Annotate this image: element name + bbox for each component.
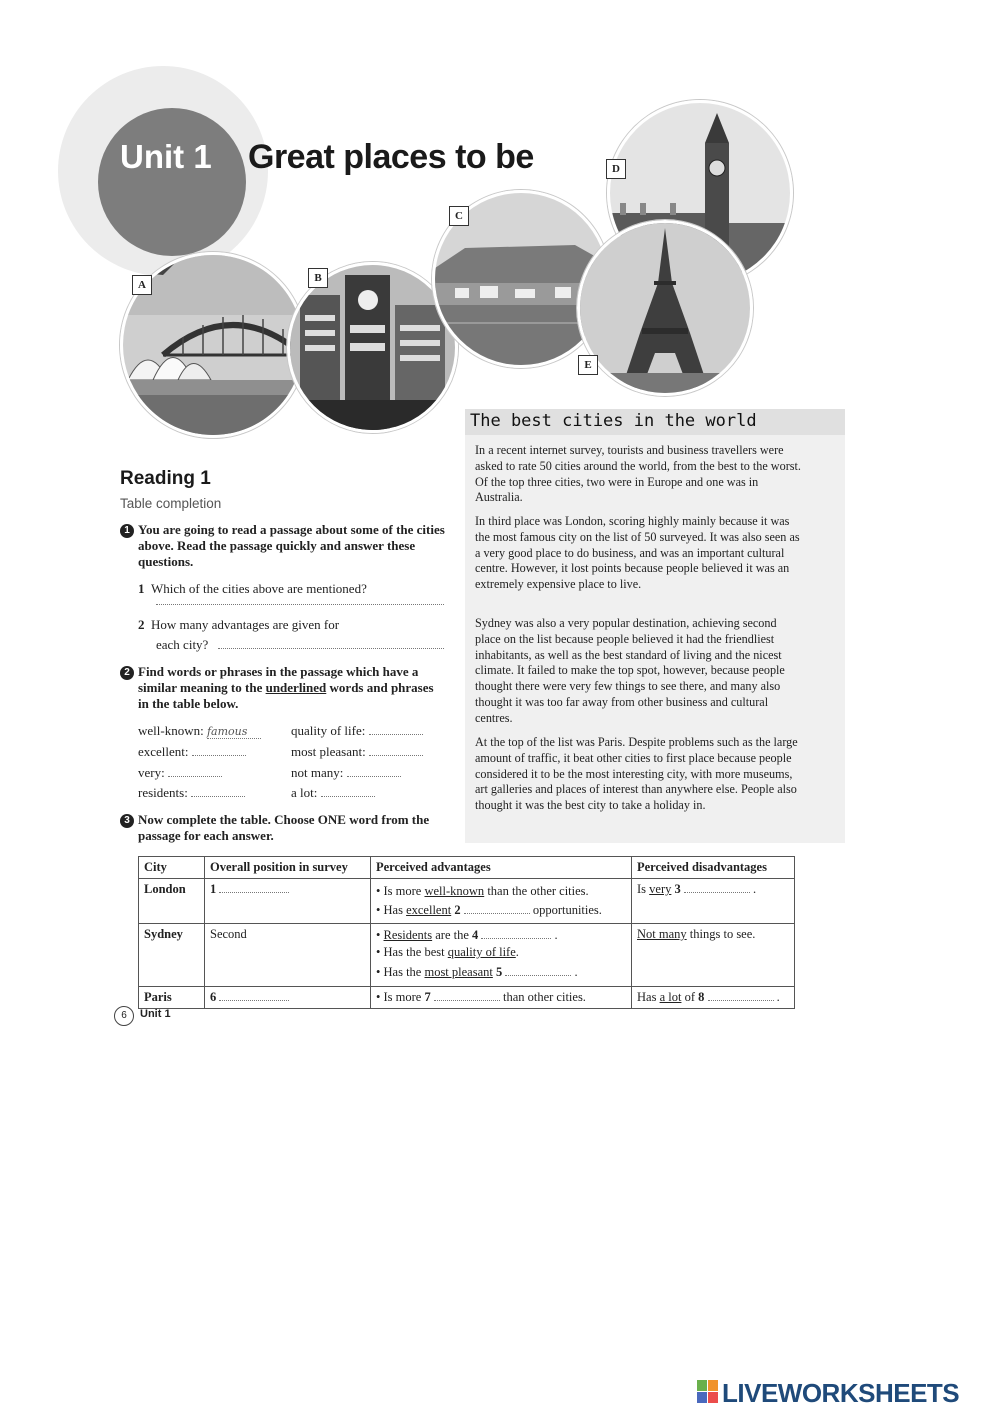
- sydney-adv1-n: 4: [472, 928, 479, 942]
- word-well-known-answer[interactable]: famous: [207, 725, 261, 739]
- unit-label: Unit 1: [120, 138, 212, 175]
- sydney-adv3-b: .: [571, 965, 578, 979]
- gap-1[interactable]: [219, 892, 289, 893]
- question-2: [138, 616, 339, 634]
- task-3-text: Now complete the table. Choose ONE word from the passage for each answer.: [138, 812, 430, 843]
- london-adv2-u: excellent: [406, 903, 452, 917]
- header-advantages: Perceived advantages: [371, 857, 632, 879]
- liveworksheets-logo-icon: [697, 1380, 719, 1404]
- london-adv2-n: 2: [451, 903, 461, 917]
- word-residents-answer[interactable]: [191, 796, 245, 797]
- sydney-dis-u: Not many: [637, 927, 687, 941]
- cell-city-paris: Paris: [139, 987, 205, 1009]
- cell-advantages-sydney: [371, 924, 632, 987]
- cell-city-london: London: [139, 879, 205, 924]
- london-dis-n: 3: [671, 882, 681, 896]
- sydney-dis-b: things to see.: [686, 927, 756, 941]
- passage-paragraph-3: Sydney was also a very popular destination, achieving second place on the list because people believed it had the friendliest inhabitants, as well as the best standard of living and the nicest climate. It failed to make the top spot, however, because people thought there were very few things to see there, and many also thought it was too far away from other business and cultural centres.: [475, 616, 785, 725]
- london-gap-number: 1: [210, 882, 217, 896]
- passage-paragraph-2: In third place was London, scoring highly mainly because it was the most famous city on the list of 50 surveyed. It was also seen as a very good place to do business, and was an important cultural centre. However, it lost points because people believed it was an extremely expensive place to live.: [475, 514, 800, 592]
- question-1: [138, 580, 367, 598]
- table-header-row: [139, 857, 795, 879]
- word-very-answer[interactable]: [168, 776, 222, 777]
- word-not-many: [291, 765, 401, 781]
- london-dis-b: .: [749, 882, 757, 896]
- photo-label-c: C: [449, 206, 469, 226]
- passage-paragraph-1: In a recent internet survey, tourists and business travellers were asked to rate 50 cities around the world, from the best to the worst. Of the top three cities, two were in Europe and one was in Australia.: [475, 443, 801, 505]
- sydney-adv3-n: 5: [492, 965, 503, 979]
- gap-6[interactable]: [219, 1000, 289, 1001]
- word-residents: [138, 785, 245, 801]
- header-position: Overall position in survey: [205, 857, 371, 879]
- unit-badge: [98, 108, 246, 256]
- word-a-lot-answer[interactable]: [321, 796, 375, 797]
- word-most-pleasant-label: most pleasant:: [291, 744, 366, 759]
- word-not-many-label: not many:: [291, 765, 344, 780]
- table-row-sydney: [139, 924, 795, 987]
- london-adv2-b: opportunities.: [529, 903, 602, 917]
- cell-disadvantages-paris: [632, 987, 795, 1009]
- word-excellent-label: excellent:: [138, 744, 189, 759]
- word-quality-answer[interactable]: [369, 734, 423, 735]
- footer-unit-label: Unit 1: [140, 1008, 171, 1020]
- london-adv2-a: • Has: [376, 903, 407, 917]
- question-2-number: 2: [138, 617, 145, 632]
- photo-label-a: A: [132, 275, 152, 295]
- table-row-london: [139, 879, 795, 924]
- london-adv1-u: well-known: [424, 884, 485, 898]
- sydney-adv2-u: quality of life: [447, 945, 516, 959]
- gap-2[interactable]: [464, 913, 530, 914]
- task-2-text-a: Find words or phrases in the passage which have a similar meaning to the: [138, 664, 419, 695]
- word-residents-label: residents:: [138, 785, 188, 800]
- gap-5[interactable]: [505, 975, 571, 976]
- header-disadvantages: Perceived disadvantages: [632, 857, 795, 879]
- cell-disadvantages-sydney: [632, 924, 795, 987]
- brand-wordmark: LIVEWORKSHEETS: [722, 1378, 960, 1408]
- task-1-number: 1: [120, 524, 134, 538]
- page-number: 6: [114, 1006, 134, 1026]
- task-2-text-b: words and phrases in the table below.: [138, 680, 434, 711]
- word-very-label: very:: [138, 765, 165, 780]
- question-1-answer-line[interactable]: [156, 604, 444, 605]
- word-very: [138, 765, 222, 781]
- sydney-adv1-c: .: [551, 928, 558, 942]
- cell-city-sydney: Sydney: [139, 924, 205, 987]
- word-excellent-answer[interactable]: [192, 755, 246, 756]
- question-2-text: How many advantages are given for: [151, 617, 340, 632]
- photo-label-e: E: [578, 355, 598, 375]
- sydney-adv1-a: •: [376, 928, 384, 942]
- word-most-pleasant: [291, 744, 423, 760]
- paris-adv1-b: than other cities.: [499, 990, 586, 1004]
- paris-adv1-a: • Is more: [376, 990, 425, 1004]
- word-not-many-answer[interactable]: [347, 776, 401, 777]
- word-a-lot: [291, 785, 375, 801]
- tokyo-street-image: [290, 265, 455, 430]
- reading-subheading: Table completion: [120, 496, 222, 511]
- question-2-answer-line[interactable]: [218, 648, 444, 649]
- london-dis-u: very: [649, 882, 672, 896]
- passage-title: The best cities in the world: [470, 411, 757, 431]
- table-row-paris: [139, 987, 795, 1009]
- cell-disadvantages-london: [632, 879, 795, 924]
- cell-position-sydney: Second: [205, 924, 371, 987]
- photo-label-d: D: [606, 159, 626, 179]
- word-a-lot-label: a lot:: [291, 785, 318, 800]
- eiffel-tower-image: [580, 223, 750, 393]
- question-1-text: Which of the cities above are mentioned?: [151, 581, 367, 596]
- question-1-number: 1: [138, 581, 145, 596]
- paris-dis-u: a lot: [659, 990, 682, 1004]
- cell-position-london: [205, 879, 371, 924]
- passage-paragraph-4: At the top of the list was Paris. Despite problems such as the large amount of traffic, it beat other cities to first place because people considered it to be the most interesting city, with more museums, art galleries and places of interest than anywhere else. People also thought it was the best city to take a holiday in.: [475, 735, 798, 813]
- task-3-instruction: [120, 812, 450, 844]
- question-2-text-cont: each city?: [156, 637, 209, 652]
- survey-table: [138, 856, 795, 1009]
- photo-paris: [577, 220, 753, 396]
- reading-heading: Reading 1: [120, 468, 211, 489]
- paris-gap-number: 6: [210, 990, 217, 1004]
- cell-advantages-paris: [371, 987, 632, 1009]
- header-city: City: [139, 857, 205, 879]
- sydney-adv1-u: Residents: [383, 928, 433, 942]
- sydney-adv2-a: • Has the best: [376, 945, 448, 959]
- paris-dis-c: .: [773, 990, 780, 1004]
- london-adv1-b: than the other cities.: [484, 884, 589, 898]
- sydney-adv3-a: • Has the: [376, 965, 425, 979]
- gap-4[interactable]: [481, 938, 551, 939]
- gap-7[interactable]: [434, 1000, 500, 1001]
- task-3-number: 3: [120, 814, 134, 828]
- question-2-cont: [156, 636, 208, 654]
- paris-adv1-n: 7: [424, 990, 431, 1004]
- task-2-underlined-word: underlined: [265, 680, 327, 695]
- paris-dis-n: 8: [698, 990, 705, 1004]
- london-adv1-a: • Is more: [376, 884, 425, 898]
- paris-dis-b: of: [681, 990, 699, 1004]
- gap-3[interactable]: [684, 892, 750, 893]
- cell-position-paris: [205, 987, 371, 1009]
- task-2-instruction: [120, 664, 450, 712]
- word-quality: [291, 723, 423, 739]
- cell-advantages-london: [371, 879, 632, 924]
- task-1-text: You are going to read a passage about some of the cities above. Read the passage quickly and answer these questions.: [138, 522, 445, 569]
- task-2-number: 2: [120, 666, 134, 680]
- word-most-pleasant-answer[interactable]: [369, 755, 423, 756]
- word-well-known-label: well-known:: [138, 723, 204, 738]
- sydney-adv3-u: most pleasant: [424, 965, 493, 979]
- word-well-known: [138, 723, 261, 739]
- paris-dis-a: Has: [637, 990, 660, 1004]
- word-quality-label: quality of life:: [291, 723, 366, 738]
- sydney-adv2-b: .: [515, 945, 519, 959]
- word-excellent: [138, 744, 246, 760]
- gap-8[interactable]: [708, 1000, 774, 1001]
- london-dis-a: Is: [637, 882, 650, 896]
- sydney-adv1-b: are the: [432, 928, 473, 942]
- page-title: Great places to be: [248, 138, 534, 176]
- task-1-instruction: [120, 522, 450, 570]
- photo-label-b: B: [308, 268, 328, 288]
